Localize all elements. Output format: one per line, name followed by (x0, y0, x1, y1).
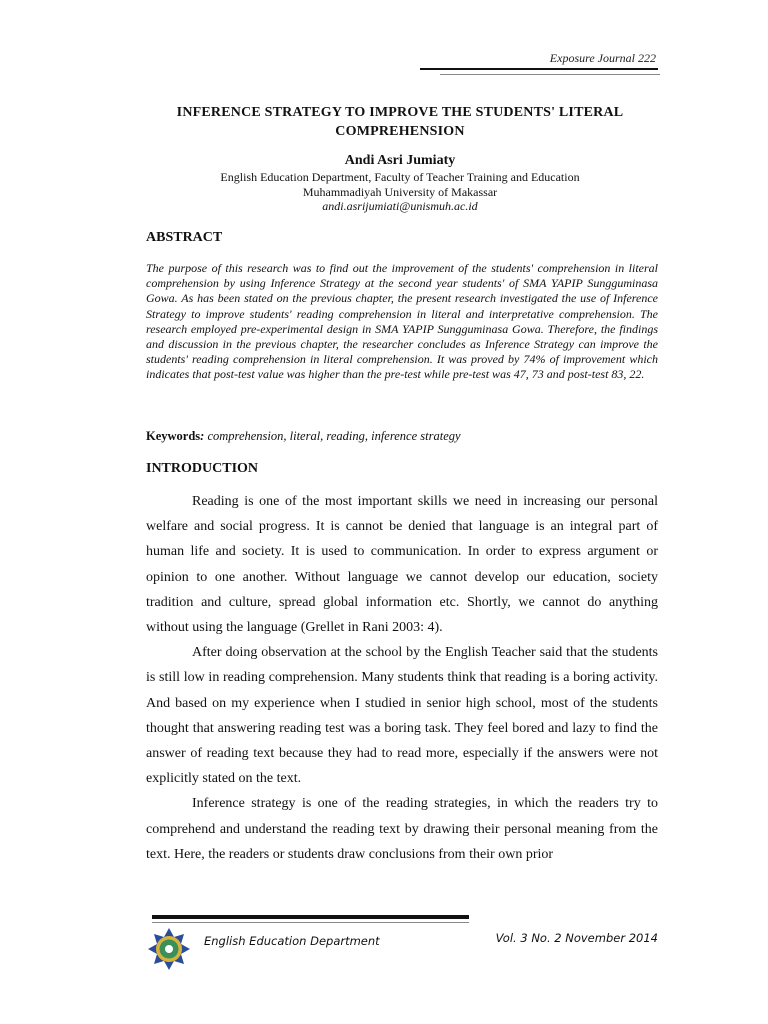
footer-rule-thin (152, 922, 469, 923)
introduction-paragraph: Inference strategy is one of the reading strategies, in which the readers try to comprehend and understand the reading text by drawing their personal meaning from the text. Here, the readers or students draw conclusions from their own prior (146, 796, 658, 862)
abstract-text: The purpose of this research was to find out the improvement of the students' comprehension in literal comprehension by using Inference Strategy at the second year students' of SMA YAPIP Sungguminasa Gowa. As has been stated on the previous chapter, the present research investigated the use of Inference Strategy to improve students' reading comprehension in literal and interpretative comprehension. The research employed pre-experimental design in SMA YAPIP Sungguminasa Gowa. Therefore, the findings and discussion in the previous chapter, the researcher concludes as Inference Strategy can improve the students' reading comprehension in literal comprehension. It was proved by 74% of improvement which indicates that post-test value was higher than the pre-test while pre-test was 47, 73 and post-test 83, 22. (146, 261, 658, 382)
introduction-body (146, 489, 658, 867)
footer-rule (152, 915, 469, 919)
article-title: INFERENCE STRATEGY TO IMPROVE THE STUDENTS' LITERAL COMPREHENSION (176, 105, 624, 139)
running-head: Exposure Journal 222 (549, 51, 656, 65)
keywords (146, 429, 658, 444)
keywords-label: Keywords (146, 429, 201, 443)
header-rule (420, 68, 658, 70)
introduction-paragraph: After doing observation at the school by the English Teacher said that the students is still low in reading comprehension. Many students think that reading is a boring activity. And based on my experience when I studied in senior high school, most of the students thought that answering reading test was a boring task. They feel bored and lazy to find the answer of reading text because they had to read more, especially if the answers were not explicitly stated on the text. (146, 645, 658, 787)
affiliation-line-2: Muhammadiyah University of Makassar (302, 184, 498, 199)
university-logo-icon (147, 927, 191, 971)
footer-department: English Education Department (204, 934, 380, 948)
introduction-paragraph: Reading is one of the most important skills we need in increasing our personal welfare and social progress. It is cannot be denied that language is an integral part of human life and society. It is used to communication. In order to express argument or opinion to one another. Without language we cannot develop our education, society tradition and culture, spread global information etc. Shortly, we cannot do anything without using the language (Grellet in Rani 2003: 4). (146, 494, 658, 636)
author-name: Andi Asri Jumiaty (344, 153, 456, 168)
header-rule-thin (440, 74, 660, 75)
introduction-heading: INTRODUCTION (146, 461, 259, 476)
logo-sun (165, 945, 173, 953)
abstract-heading: ABSTRACT (146, 230, 223, 245)
author-email: andi.asrijumiati@unismuh.ac.id (322, 199, 478, 213)
keywords-text: comprehension, literal, reading, inference strategy (204, 429, 461, 443)
keywords-colon: : (200, 429, 205, 443)
footer-volume: Vol. 3 No. 2 November 2014 (495, 931, 658, 945)
affiliation-line-1: English Education Department, Faculty of Teacher Training and Education (220, 170, 580, 184)
author-affiliation (140, 170, 660, 214)
